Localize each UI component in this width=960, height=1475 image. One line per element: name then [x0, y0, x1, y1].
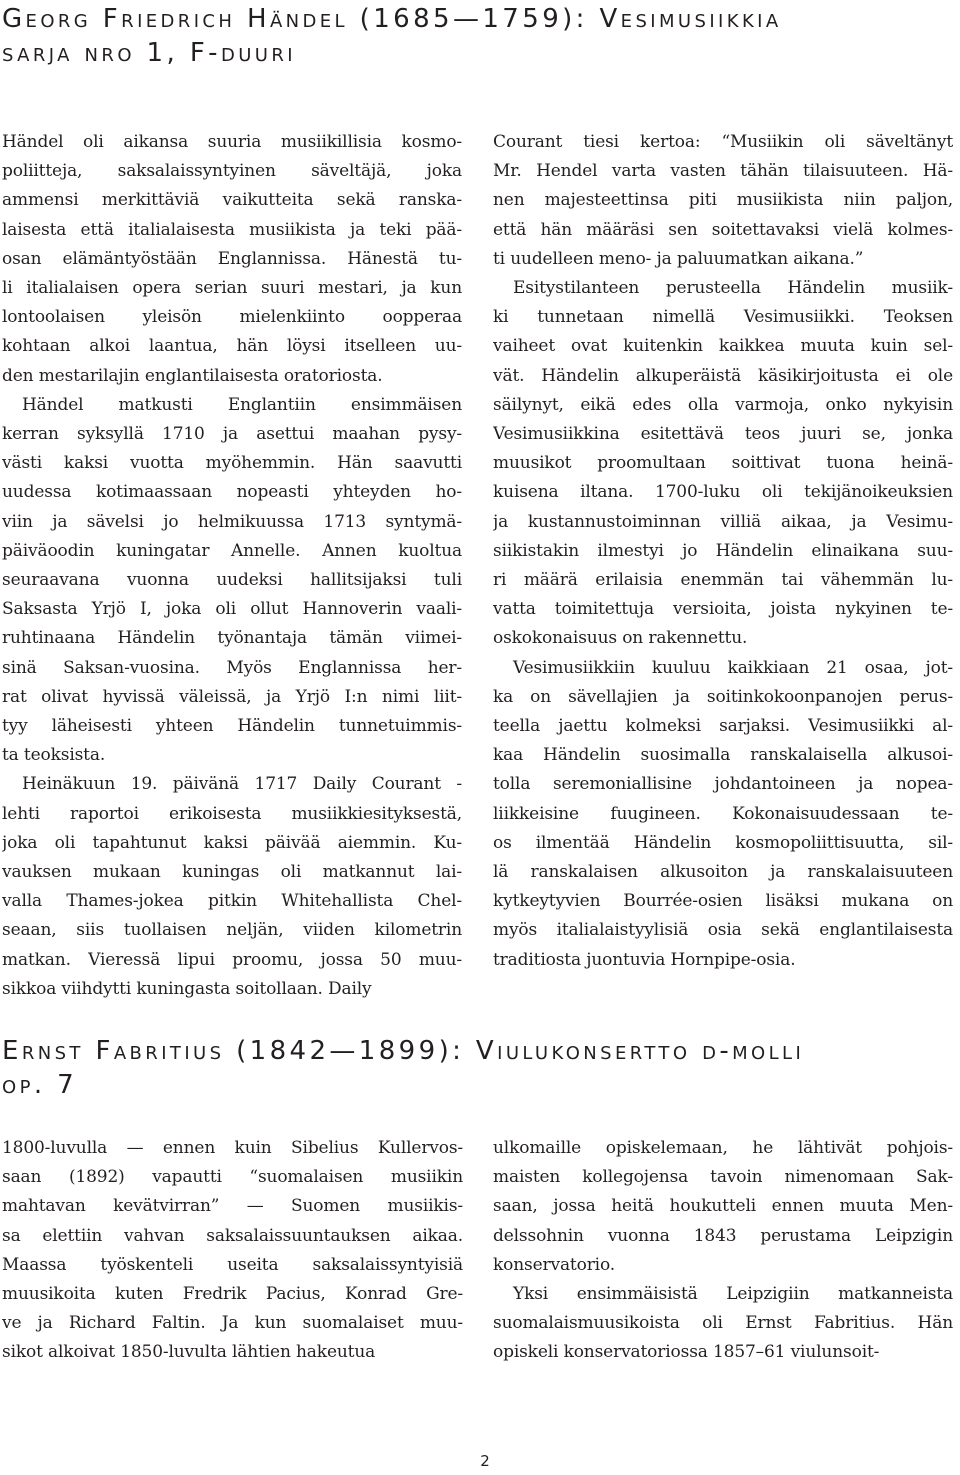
page-number: 2 [480, 1452, 490, 1470]
text-line: että hän määräsi sen soitettavaksi vielä kolmes- [493, 219, 953, 240]
text-line: liikkeisine fuugineen. Kokonaisuudessaan te- [493, 803, 953, 824]
paragraph [493, 128, 953, 274]
paragraph [493, 654, 953, 975]
text-line: sinä Saksan-vuosina. Myös Englannissa her- [2, 657, 462, 678]
text-line: Mr. Hendel varta vasten tähän tilaisuuteen. Hä- [493, 161, 953, 182]
text-line: saan, jossa heitä houkutteli ennen muuta Men- [493, 1196, 953, 1217]
text-line: Saksasta Yrjö I, joka oli ollut Hannoverin vaali- [2, 599, 462, 620]
text-line: delssohnin vuonna 1843 perustama Leipzigin [493, 1225, 953, 1246]
text-line: den mestarilajin englantilaisesta oratoriosta. [2, 365, 383, 386]
text-line: viin ja sävelsi jo helmikuussa 1713 syntymä- [2, 511, 462, 532]
text-line: vauksen mukaan kuningas oli matkannut lai- [2, 862, 462, 883]
text-line: konservatorio. [493, 1254, 616, 1275]
text-line: ulkomaille opiskelemaan, he lähtivät pohjois- [493, 1138, 953, 1158]
fabritius-right-column [493, 1134, 953, 1368]
text-line: oskokonaisuus on rakennettu. [493, 628, 748, 649]
text-line: Esitystilanteen perusteella Händelin musiik- [513, 278, 953, 299]
text-line: lehti raportoi erikoisesta musiikkiesityksestä, [2, 803, 462, 824]
handel-right-column [493, 128, 953, 975]
text-line: laisesta että italialaisesta musiikista ja teki pää- [2, 219, 462, 240]
text-line: li italialaisen opera serian suuri mestari, ja kun [2, 278, 462, 299]
text-line: Händel oli aikansa suuria musiikillisia kosmo- [2, 132, 462, 152]
text-line: kerran syksyllä 1710 ja asettui maahan pysy- [2, 424, 462, 445]
section-heading-handel [2, 2, 952, 70]
text-line: vaiheet ovat kuitenkin kaikkea muuta kuin sel- [493, 336, 953, 357]
text-line: traditiosta juontuvia Hornpipe-osia. [493, 949, 796, 970]
text-line: ammensi merkittäviä vaikutteita sekä ranska- [2, 190, 462, 211]
text-line: kaa Händelin suosimalla ranskalaisella alkusoi- [493, 745, 953, 766]
heading-line: Georg Friedrich Händel (1685—1759): Vesimusiikkia [2, 4, 782, 34]
text-line: Vesimusiikkina esitettävä teos juuri se, jonka [493, 424, 953, 445]
text-line: sikkoa viihdytti kuningasta soitollaan. Daily [2, 978, 372, 999]
text-line: osan elämäntyöstään Englannissa. Hänestä tu- [2, 248, 462, 269]
heading-line: Ernst Fabritius (1842—1899): Viulukonsertto d-molli [2, 1036, 805, 1066]
text-line: ki tunnetaan nimellä Vesimusiikki. Teoksen [493, 307, 953, 328]
text-line: lä ranskalaisen alkusoiton ja ranskalaisuuteen [493, 862, 953, 883]
text-line: joka oli tapahtunut kaksi päivää aiemmin. Ku- [2, 832, 462, 853]
text-line: myös italialaistyylisiä osia sekä englantilaisesta [493, 920, 953, 941]
handel-left-column [2, 128, 462, 1004]
text-line: sikot alkoivat 1850-luvulta lähtien hakeutua [2, 1342, 376, 1363]
text-line: Maassa työskenteli useita saksalaissyntyisiä [2, 1254, 463, 1275]
text-line: kohtaan alkoi laantua, hän löysi itselleen uu- [2, 336, 462, 357]
text-line: ta teoksista. [2, 745, 106, 766]
heading-line: sarja nro 1, F-duuri [2, 38, 296, 68]
text-line: mahtavan kevätvirran” — Suomen musiikis- [2, 1196, 463, 1217]
text-line: kuisena iltana. 1700-luku oli tekijänoikeuksien [493, 482, 953, 503]
text-line: opiskeli konservatoriossa 1857–61 viulunsoit- [493, 1342, 880, 1363]
fabritius-left-column [2, 1134, 463, 1368]
paragraph [493, 1134, 953, 1280]
text-line: Händel matkusti Englantiin ensimmäisen [22, 394, 462, 415]
paragraph [2, 128, 462, 391]
text-line: ja kustannustoiminnan villiä aikaa, ja Vesimu- [493, 511, 953, 532]
text-line: poliitteja, saksalaissyntyinen säveltäjä, joka [2, 161, 462, 182]
text-line: tolla seremoniallisine johdantoineen ja nopea- [493, 774, 953, 795]
text-line: lontoolaisen yleisön mielenkiinto oopperaa [2, 307, 462, 328]
text-line: seaan, siis tuollaisen neljän, viiden kilometrin [2, 920, 462, 941]
text-line: maisten kollegojensa tavoin nimenomaan Sak- [493, 1167, 953, 1188]
text-line: ruhtinaana Händelin työnantaja tämän viimei- [2, 628, 462, 649]
text-line: Vesimusiikkiin kuuluu kaikkiaan 21 osaa, jot- [513, 657, 953, 678]
text-line: sa elettiin vahvan saksalaissuuntauksen aikaa. [2, 1225, 463, 1246]
text-line: rat olivat hyvissä väleissä, ja Yrjö I:n nimi liit- [2, 686, 462, 707]
text-line: os ilmentää Händelin kosmopoliittisuutta, sil- [493, 832, 953, 853]
text-line: saan (1892) vapautti “suomalaisen musiikin [2, 1167, 463, 1188]
text-line: teella jaettu kolmeksi sarjaksi. Vesimusiikki al- [493, 716, 953, 737]
text-line: muusikot proomultaan soittivat tuona heinä- [493, 453, 953, 474]
text-line: ka on sävellajien ja soitinkokoonpanojen perus- [493, 686, 953, 707]
text-line: muusikoita kuten Fredrik Pacius, Konrad Gre- [2, 1284, 463, 1305]
text-line: tyy läheisesti yhteen Händelin tunnetuimmis- [2, 716, 462, 737]
text-line: ve ja Richard Faltin. Ja kun suomalaiset muu- [2, 1313, 463, 1334]
text-line: västi kaksi vuotta myöhemmin. Hän saavutti [2, 453, 462, 474]
paragraph [493, 274, 953, 654]
section-heading-fabritius [2, 1034, 952, 1102]
text-line: valla Thames-jokea pitkin Whitehallista Chel- [2, 891, 462, 912]
text-line: suomalaismuusikoista oli Ernst Fabritius. Hän [493, 1313, 953, 1334]
text-line: 1800-luvulla — ennen kuin Sibelius Kullervos- [2, 1138, 463, 1158]
text-line: ti uudelleen meno- ja paluumatkan aikana.” [493, 248, 864, 269]
text-line: nen majesteettinsa piti musiikista niin paljon, [493, 190, 953, 211]
heading-line: op. 7 [2, 1070, 78, 1100]
paragraph [493, 1280, 953, 1368]
text-line: uudessa kotimaassaan nopeasti yhteyden ho- [2, 482, 462, 503]
text-line: säilynyt, eikä edes olla varmoja, onko nykyisin [493, 394, 953, 415]
text-line: vät. Händelin alkuperäistä käsikirjoitusta ei ole [493, 365, 953, 386]
text-line: Heinäkuun 19. päivänä 1717 Daily Courant - [22, 774, 462, 795]
paragraph [2, 391, 462, 771]
text-line: kytkeytyvien Bourrée-osien lisäksi mukana on [493, 891, 953, 912]
text-line: Yksi ensimmäisistä Leipzigiin matkanneista [513, 1284, 953, 1305]
paragraph [2, 770, 462, 1004]
text-line: siikistakin ilmestyi jo Händelin elinaikana suu- [493, 540, 953, 561]
text-line: seuraavana vuonna uudeksi hallitsijaksi tuli [2, 570, 462, 591]
paragraph [2, 1134, 463, 1368]
text-line: päiväoodin kuningatar Annelle. Annen kuoltua [2, 540, 462, 561]
text-line: Courant tiesi kertoa: “Musiikin oli säveltänyt [493, 132, 953, 152]
text-line: vatta toimitettuja versioita, joista nykyinen te- [493, 599, 953, 620]
text-line: matkan. Vieressä lipui proomu, jossa 50 muu- [2, 949, 462, 970]
text-line: ri määrä erilaisia enemmän tai vähemmän lu- [493, 570, 953, 591]
